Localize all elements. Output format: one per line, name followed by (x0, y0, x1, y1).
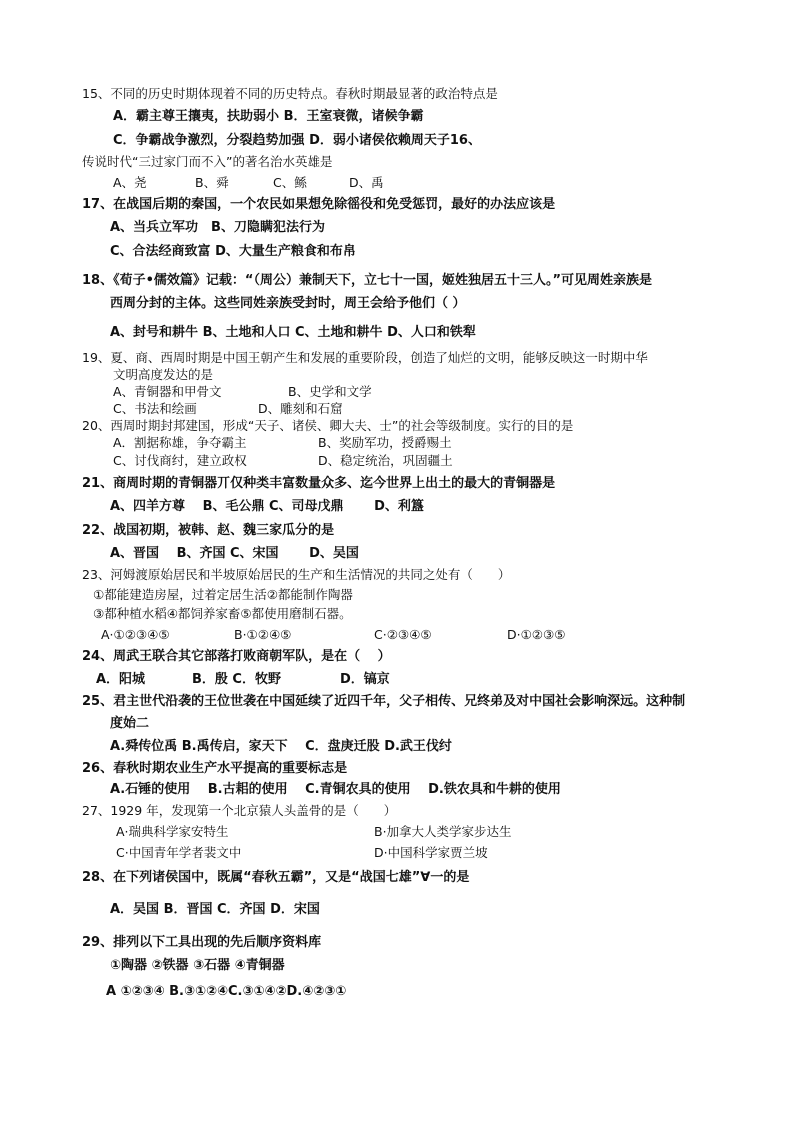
question-18-options: A、封号和耕牛 B、土地和人口 C、土地和耕牛 D、人口和铁犁 (110, 325, 476, 340)
question-28-options: A．吴国 B．晋国 C．齐国 D．宋国 (110, 902, 320, 917)
question-17-stem: 17、在战国后期的秦国，一个农民如果想免除徭役和免受惩罚，最好的办法应该是 (82, 197, 556, 212)
question-25-stem: 25、君主世代沿袭的王位世袭在中国延续了近四千年，父子相传、兄终弟及对中国社会影响深远。这种制 (82, 694, 686, 709)
question-27-option-b: B·加拿大人类学家步达生 (374, 824, 512, 839)
question-27-option-d: D·中国科学家贾兰坡 (374, 845, 488, 860)
question-24-option-bc: B．殷 C．牧野 (192, 672, 281, 687)
question-23-option-c: C·②③④⑤ (374, 627, 432, 642)
question-21-stem: 21、商周时期的青铜器丌仅种类丰富数量众多、迄今世界上出土的最大的青铜器是 (82, 476, 556, 491)
question-16-option-b: B、舜 (195, 175, 229, 190)
question-16-option-c: C、鲧 (273, 175, 307, 190)
question-19-option-d: D、雕刻和石窟 (258, 401, 343, 416)
question-24-option-d: D．镐京 (340, 672, 390, 687)
question-25-options: A.舜传位禹 B.禹传启，家天下 C．盘庚迁股 D.武王伐纣 (110, 739, 452, 754)
question-18-stem: 18、《荀子•儒效篇》记载：“（周公）兼制天下，立七十一国，姬姓独居五十三人。”可见周姓亲族是 (82, 273, 652, 288)
question-19-stem-line-2: 文明高度发达的是 (113, 367, 214, 382)
question-29-stem: 29、排列以下工具出现的先后顺序资料库 (82, 935, 322, 950)
question-23-statements-line-2: ③都种植水稻④都饲养家畜⑤都使用磨制石器。 (93, 606, 352, 621)
question-27-options-row-2 (116, 845, 488, 860)
question-20-option-d: D、稳定统治，巩固疆土 (318, 453, 453, 468)
question-20-options-row-2 (113, 453, 453, 468)
question-26-stem: 26、春秋时期农业生产水平提高的重要标志是 (82, 761, 348, 776)
question-19-stem: 19、夏、商、西周时期是中国王朝产生和发展的重要阶段，创造了灿烂的文明，能够反映这一时期中华 (82, 350, 648, 365)
question-18-stem-line-2: 西周分封的主体。这些同姓亲族受封时，周王会给予他们（ ） (110, 296, 466, 311)
question-25-stem-line-2: 度始二 (110, 716, 150, 731)
question-16-option-d: D、禹 (349, 175, 384, 190)
question-23-option-d: D·①②③⑤ (507, 627, 566, 642)
question-15-options-line-1: A．霸主尊王攘夷，扶助弱小 B．王室衰微，诸候争霸 (113, 109, 424, 124)
question-29-items: ①陶器 ②铁器 ③石器 ④青铜器 (110, 958, 285, 973)
question-15-stem: 15、不同的历史时期体现着不同的历史特点。春秋时期最显著的政治特点是 (82, 86, 498, 101)
question-24-stem: 24、周武王联合其它部落打败商朝军队，是在（ ） (82, 649, 391, 664)
question-23-statements-line-1: ①都能建造房屋，过着定居生活②都能制作陶器 (93, 587, 353, 602)
question-17-options-line-1: A、当兵立军功 B、刀隐瞒犯法行为 (110, 220, 325, 235)
question-29-options: A ①②③④ B.③①②④C.③①④②D.④②③① (106, 984, 347, 999)
question-23-option-a: A·①②③④⑤ (101, 627, 170, 642)
question-16-options (113, 175, 384, 190)
question-23-stem: 23、河姆渡原始居民和半坡原始居民的生产和生活情况的共同之处有（ ） (82, 567, 511, 582)
question-19-options-row-1 (113, 384, 372, 399)
question-23-options (101, 627, 565, 642)
question-27-option-a: A·瑞典科学家安特生 (116, 824, 229, 839)
question-16-stem: 传说时代“三过家门而不入”的著名治水英雄是 (82, 154, 333, 169)
question-20-option-a: A．割据称雄，争夺霸主 (113, 435, 247, 450)
question-17-options-line-2: C、合法经商致富 D、大量生产粮食和布帛 (110, 244, 356, 259)
question-20-option-c: C、讨伐商纣，建立政权 (113, 453, 247, 468)
question-24-options (96, 672, 390, 688)
question-22-options: A、晋国 B、齐国 C、宋国 D、吴国 (110, 546, 359, 561)
question-22-stem: 22、战国初期，被韩、赵、魏三家瓜分的是 (82, 523, 335, 538)
question-19-option-c: C、书法和绘画 (113, 401, 197, 416)
question-27-stem: 27、1929 年，发现第一个北京猿人头盖骨的是（ ） (82, 803, 397, 818)
question-20-options-row-1 (113, 435, 452, 450)
question-24-option-a: A．阳城 (96, 672, 146, 687)
question-15-options-line-2: C．争霸战争激烈，分裂趋势加强 D．弱小诸侯依赖周天子16、 (113, 133, 481, 148)
question-27-options-row-1 (116, 824, 512, 839)
question-19-option-a: A、青铜器和甲骨文 (113, 384, 222, 399)
question-16-option-a: A、尧 (113, 175, 147, 190)
question-27-option-c: C·中国青年学者裴文中 (116, 845, 242, 860)
question-19-option-b: B、史学和文学 (288, 384, 372, 399)
question-20-stem: 20、西周时期封邦建国，形成“天子、诸侯、卿大夫、士”的社会等级制度。实行的目的是 (82, 418, 574, 433)
question-26-options: A.石锤的使用 B.古耜的使用 C.青铜农具的使用 D.铁农具和牛耕的使用 (110, 782, 561, 797)
question-19-options-row-2 (113, 401, 343, 416)
question-21-options: A、四羊方尊 B、毛公鼎 C、司母戊鼎 D、利簋 (110, 499, 424, 514)
question-28-stem: 28、在下列诸侯国中，既属“春秋五霸”，又是“战国七雄”∀一的是 (82, 870, 470, 885)
question-23-option-b: B·①②④⑤ (234, 627, 292, 642)
question-20-option-b: B、奖励军功，授爵赐土 (318, 435, 452, 450)
